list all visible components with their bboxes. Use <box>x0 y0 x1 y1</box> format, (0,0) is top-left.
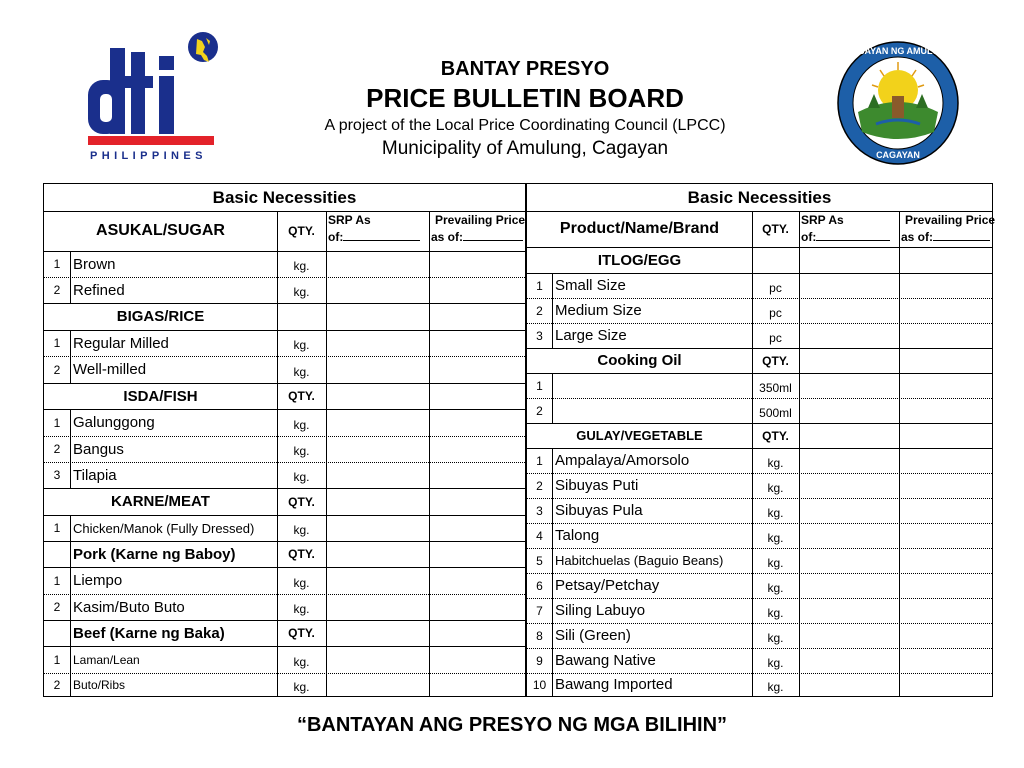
dti-logo <box>86 30 222 166</box>
row-number: 3 <box>536 328 543 343</box>
srp-price-cell[interactable] <box>800 449 898 472</box>
column-divider <box>552 373 553 398</box>
item-name <box>555 398 750 423</box>
category-qty: QTY. <box>288 547 315 561</box>
item-name: Ampalaya/Amorsolo <box>555 452 690 469</box>
column-divider <box>552 673 553 696</box>
prevailing-price-cell[interactable] <box>900 499 991 522</box>
prevailing-price-cell[interactable] <box>430 674 524 695</box>
item-name: Sili (Green) <box>555 627 631 644</box>
row-number: 10 <box>532 677 547 692</box>
item-name: Habitchuelas (Baguio Beans) <box>555 553 724 568</box>
row-divider <box>527 473 992 474</box>
prevailing-price-cell[interactable] <box>430 568 524 593</box>
prevailing-price-cell[interactable] <box>900 649 991 672</box>
row-number: 1 <box>536 453 543 468</box>
row-divider <box>44 356 525 357</box>
row-divider <box>527 298 992 299</box>
item-name: Buto/Ribs <box>73 677 126 692</box>
item-unit: kg. <box>767 530 784 545</box>
item-name: Well-milled <box>73 361 147 378</box>
item-unit: kg. <box>767 630 784 645</box>
srp-price-cell[interactable] <box>327 357 428 382</box>
row-number: 1 <box>536 278 543 293</box>
prevailing-price-cell[interactable] <box>430 410 524 435</box>
header-prevailing-of-label: as of: <box>901 230 934 244</box>
item-name: Galunggong <box>73 414 155 431</box>
prevailing-price-cell[interactable] <box>900 324 991 347</box>
header-municipality: Municipality of Amulung, Cagayan <box>381 138 669 159</box>
header-srp-of <box>801 229 890 246</box>
row-divider <box>44 436 525 437</box>
row-number: 8 <box>536 628 543 643</box>
item-name <box>555 373 750 398</box>
srp-price-cell[interactable] <box>800 574 898 597</box>
header-srp <box>801 212 890 246</box>
item-unit: kg. <box>293 417 310 432</box>
row-divider <box>527 598 992 599</box>
column-divider <box>70 462 71 488</box>
row-number: 3 <box>53 468 61 482</box>
header-prevailing-label: Prevailing Price <box>435 213 526 227</box>
header-srp-of <box>328 229 420 246</box>
prevailing-price-cell[interactable] <box>430 278 524 302</box>
row-divider <box>44 515 525 516</box>
column-divider <box>70 330 71 356</box>
item-name: Regular Milled <box>73 334 169 352</box>
item-unit: kg. <box>293 338 310 352</box>
srp-price-cell[interactable] <box>800 324 898 347</box>
srp-price-cell[interactable] <box>800 524 898 547</box>
prevailing-price-cell[interactable] <box>900 624 991 647</box>
header-prevailing-of <box>901 229 995 246</box>
column-divider <box>70 620 71 646</box>
column-divider <box>70 567 71 594</box>
prevailing-price-cell[interactable] <box>900 674 991 695</box>
column-divider <box>552 573 553 598</box>
row-number: 2 <box>53 362 61 377</box>
row-divider <box>527 648 992 649</box>
item-unit: kg. <box>293 285 310 299</box>
column-divider <box>552 498 553 523</box>
item-name: Medium Size <box>555 302 642 319</box>
row-number: 1 <box>536 378 543 393</box>
row-divider <box>44 277 525 278</box>
row-number: 2 <box>53 283 61 297</box>
prevailing-price-cell[interactable] <box>430 647 524 672</box>
category-qty: QTY. <box>762 353 789 368</box>
item-unit: kg. <box>767 555 784 570</box>
srp-price-cell[interactable] <box>327 252 428 276</box>
row-number: 1 <box>53 336 61 350</box>
item-name: Chicken/Manok (Fully Dressed) <box>73 520 255 536</box>
column-divider <box>70 541 71 567</box>
prevailing-date-blank[interactable] <box>933 240 990 241</box>
subcategory-label: Pork (Karne ng Baboy) <box>73 545 236 563</box>
column-divider <box>70 436 71 462</box>
srp-price-cell[interactable] <box>800 499 898 522</box>
left-price-table <box>43 183 526 697</box>
srp-price-cell[interactable] <box>327 674 428 695</box>
item-unit: pc <box>769 330 782 345</box>
item-name: Laman/Lean <box>73 652 140 667</box>
row-number: 2 <box>536 403 543 418</box>
item-unit: 500ml <box>759 405 792 420</box>
column-divider <box>70 356 71 383</box>
item-unit: kg. <box>293 523 310 537</box>
row-divider <box>44 330 525 331</box>
row-divider <box>527 498 992 499</box>
item-name: Brown <box>73 255 116 273</box>
row-divider <box>527 323 992 324</box>
row-number: 2 <box>536 303 543 318</box>
row-number: 1 <box>53 652 61 667</box>
srp-price-cell[interactable] <box>800 624 898 647</box>
item-name: Siling Labuyo <box>555 602 646 619</box>
prevailing-price-cell[interactable] <box>900 449 991 472</box>
footer-slogan: “BANTAYAN ANG PRESYO NG MGA BILIHIN” <box>296 714 728 736</box>
header-srp-of-label: of: <box>328 230 344 244</box>
header-srp <box>328 212 420 246</box>
column-divider <box>552 323 553 348</box>
item-unit: kg. <box>293 259 310 273</box>
column-divider <box>70 515 71 541</box>
header-bantay-presyo: BANTAY PRESYO <box>440 58 610 80</box>
row-divider <box>527 573 992 574</box>
prevailing-price-cell[interactable] <box>430 331 524 355</box>
srp-price-cell[interactable] <box>327 647 428 672</box>
prevailing-price-cell[interactable] <box>430 437 524 461</box>
category-qty <box>277 303 326 330</box>
row-divider <box>527 673 992 674</box>
prevailing-price-cell[interactable] <box>430 252 524 276</box>
srp-price-cell[interactable] <box>327 278 428 302</box>
srp-price-cell[interactable] <box>800 649 898 672</box>
row-number: 1 <box>53 573 61 588</box>
item-name: Sibuyas Pula <box>555 502 643 519</box>
category-label: ITLOG/EGG <box>597 251 682 269</box>
item-unit: kg. <box>293 679 310 694</box>
row-number: 3 <box>536 503 543 518</box>
header-prevailing <box>901 212 995 246</box>
srp-price-cell[interactable] <box>327 568 428 593</box>
column-divider <box>70 594 71 620</box>
column-divider <box>552 598 553 623</box>
header-prevailing <box>431 212 525 246</box>
prevailing-price-cell[interactable] <box>900 399 991 422</box>
row-divider <box>527 623 992 624</box>
item-unit: kg. <box>293 470 310 484</box>
section-title: Basic Necessities <box>687 187 832 207</box>
row-divider <box>44 462 525 463</box>
item-unit: kg. <box>293 575 310 590</box>
subcategory-label: Beef (Karne ng Baka) <box>73 624 225 642</box>
row-number: 1 <box>53 521 61 535</box>
row-number: 7 <box>536 603 543 618</box>
column-divider <box>552 298 553 323</box>
item-unit: kg. <box>767 505 784 520</box>
column-divider <box>552 398 553 423</box>
category-qty <box>752 247 799 273</box>
header-qty: QTY. <box>288 224 315 238</box>
category-qty: QTY. <box>288 626 315 640</box>
header-project-line: A project of the Local Price Coordinating Council (LPCC) <box>324 117 726 134</box>
page-title: PRICE BULLETIN BOARD <box>366 83 684 113</box>
item-unit: kg. <box>767 655 784 670</box>
srp-price-cell[interactable] <box>800 299 898 322</box>
column-divider <box>552 648 553 673</box>
prevailing-price-cell[interactable] <box>430 357 524 382</box>
srp-date-blank[interactable] <box>343 240 420 241</box>
item-name: Refined <box>73 281 125 299</box>
row-number: 1 <box>53 257 61 271</box>
seal-text-top: BAYAN NG AMULUNG <box>858 46 953 56</box>
column-divider <box>70 251 71 277</box>
item-name: Large Size <box>555 327 627 344</box>
srp-price-cell[interactable] <box>800 599 898 622</box>
item-name: Petsay/Petchay <box>555 577 660 594</box>
item-name: Kasim/Buto Buto <box>73 598 185 616</box>
right-price-table <box>526 183 996 697</box>
header-prevailing-of <box>431 229 525 246</box>
prevailing-price-cell[interactable] <box>430 595 524 619</box>
column-divider <box>552 623 553 648</box>
srp-price-cell[interactable] <box>800 274 898 297</box>
srp-price-cell[interactable] <box>327 516 428 540</box>
row-divider <box>44 383 525 384</box>
row-number: 5 <box>536 553 543 568</box>
srp-date-blank[interactable] <box>816 240 890 241</box>
item-unit: kg. <box>767 679 784 694</box>
prevailing-price-cell[interactable] <box>900 574 991 597</box>
item-unit: kg. <box>767 480 784 495</box>
prevailing-price-cell[interactable] <box>900 299 991 322</box>
category-label: Cooking Oil <box>597 352 682 369</box>
header-prevailing-of-label: as of: <box>431 230 464 244</box>
row-number: 9 <box>536 653 543 668</box>
row-divider <box>527 398 992 399</box>
item-name: Bawang Native <box>555 652 656 669</box>
item-name: Talong <box>555 527 600 544</box>
item-name: Sibuyas Puti <box>555 477 639 494</box>
item-unit: kg. <box>767 455 784 470</box>
row-divider <box>44 567 525 568</box>
row-number: 2 <box>53 442 61 456</box>
row-divider <box>44 673 525 674</box>
item-unit: kg. <box>767 605 784 620</box>
header-srp-of-label: of: <box>801 230 817 244</box>
item-unit: kg. <box>293 602 310 616</box>
row-divider <box>44 594 525 595</box>
row-divider <box>44 620 525 621</box>
srp-price-cell[interactable] <box>800 674 898 695</box>
row-divider <box>527 523 992 524</box>
srp-price-cell[interactable] <box>327 595 428 619</box>
row-divider <box>527 348 992 349</box>
category-qty: QTY. <box>288 494 315 509</box>
srp-price-cell[interactable] <box>800 374 898 397</box>
section-title: Basic Necessities <box>212 187 357 207</box>
row-divider <box>527 548 992 549</box>
row-number: 1 <box>53 415 61 430</box>
srp-price-cell[interactable] <box>327 437 428 461</box>
item-unit: pc <box>769 280 782 295</box>
header-product: Product/Name/Brand <box>559 220 720 237</box>
srp-price-cell[interactable] <box>800 399 898 422</box>
column-divider <box>552 473 553 498</box>
header-qty: QTY. <box>762 222 789 236</box>
row-divider <box>527 273 992 274</box>
prevailing-price-cell[interactable] <box>900 274 991 297</box>
row-divider <box>44 488 525 489</box>
row-divider <box>44 409 525 410</box>
row-divider <box>527 448 992 449</box>
prevailing-price-cell[interactable] <box>900 524 991 547</box>
row-divider <box>527 373 992 374</box>
item-unit: kg. <box>767 580 784 595</box>
dti-logo-subtext: PHILIPPINES <box>90 150 207 162</box>
prevailing-price-cell[interactable] <box>430 463 524 487</box>
prevailing-price-cell[interactable] <box>900 474 991 497</box>
srp-price-cell[interactable] <box>327 331 428 355</box>
item-unit: pc <box>769 305 782 320</box>
category-qty: QTY. <box>762 428 789 443</box>
srp-price-cell[interactable] <box>327 410 428 435</box>
category-label: KARNE/MEAT <box>111 493 210 510</box>
prevailing-price-cell[interactable] <box>430 516 524 540</box>
row-divider <box>44 303 525 304</box>
prevailing-price-cell[interactable] <box>900 599 991 622</box>
column-divider <box>70 277 71 303</box>
item-name: Tilapia <box>73 466 117 484</box>
category-label: GULAY/VEGETABLE <box>576 428 703 443</box>
amulung-seal <box>836 40 960 166</box>
item-name: Liempo <box>73 572 123 589</box>
srp-price-cell[interactable] <box>800 549 898 572</box>
header-prevailing-label: Prevailing Price <box>905 213 996 227</box>
row-divider <box>44 646 525 647</box>
seal-text-bottom: CAGAYAN <box>876 150 920 160</box>
category-qty: QTY. <box>288 389 315 403</box>
item-unit: kg. <box>293 364 310 379</box>
row-divider <box>527 423 992 424</box>
header-srp-label: SRP As <box>328 213 371 227</box>
row-number: 2 <box>536 478 543 493</box>
row-number: 2 <box>53 677 61 692</box>
column-divider <box>552 448 553 473</box>
item-name: Small Size <box>555 277 626 294</box>
category-label: BIGAS/RICE <box>116 308 205 325</box>
row-number: 2 <box>53 600 61 614</box>
header-product: ASUKAL/SUGAR <box>96 222 225 239</box>
row-number: 6 <box>536 578 543 593</box>
item-unit: kg. <box>293 654 310 669</box>
column-divider <box>70 409 71 436</box>
header-srp-label: SRP As <box>801 213 844 227</box>
srp-price-cell[interactable] <box>327 463 428 487</box>
column-divider <box>552 523 553 548</box>
prevailing-price-cell[interactable] <box>900 549 991 572</box>
item-unit: kg. <box>293 444 310 458</box>
column-divider <box>70 673 71 696</box>
row-number: 4 <box>536 528 543 543</box>
row-divider <box>44 541 525 542</box>
column-divider <box>70 646 71 673</box>
column-divider <box>552 548 553 573</box>
column-divider <box>552 273 553 298</box>
prevailing-price-cell[interactable] <box>900 374 991 397</box>
prevailing-date-blank[interactable] <box>463 240 523 241</box>
category-label: ISDA/FISH <box>123 387 198 405</box>
item-unit: 350ml <box>759 380 792 395</box>
srp-price-cell[interactable] <box>800 474 898 497</box>
item-name: Bawang Imported <box>555 676 673 693</box>
item-name: Bangus <box>73 440 124 458</box>
